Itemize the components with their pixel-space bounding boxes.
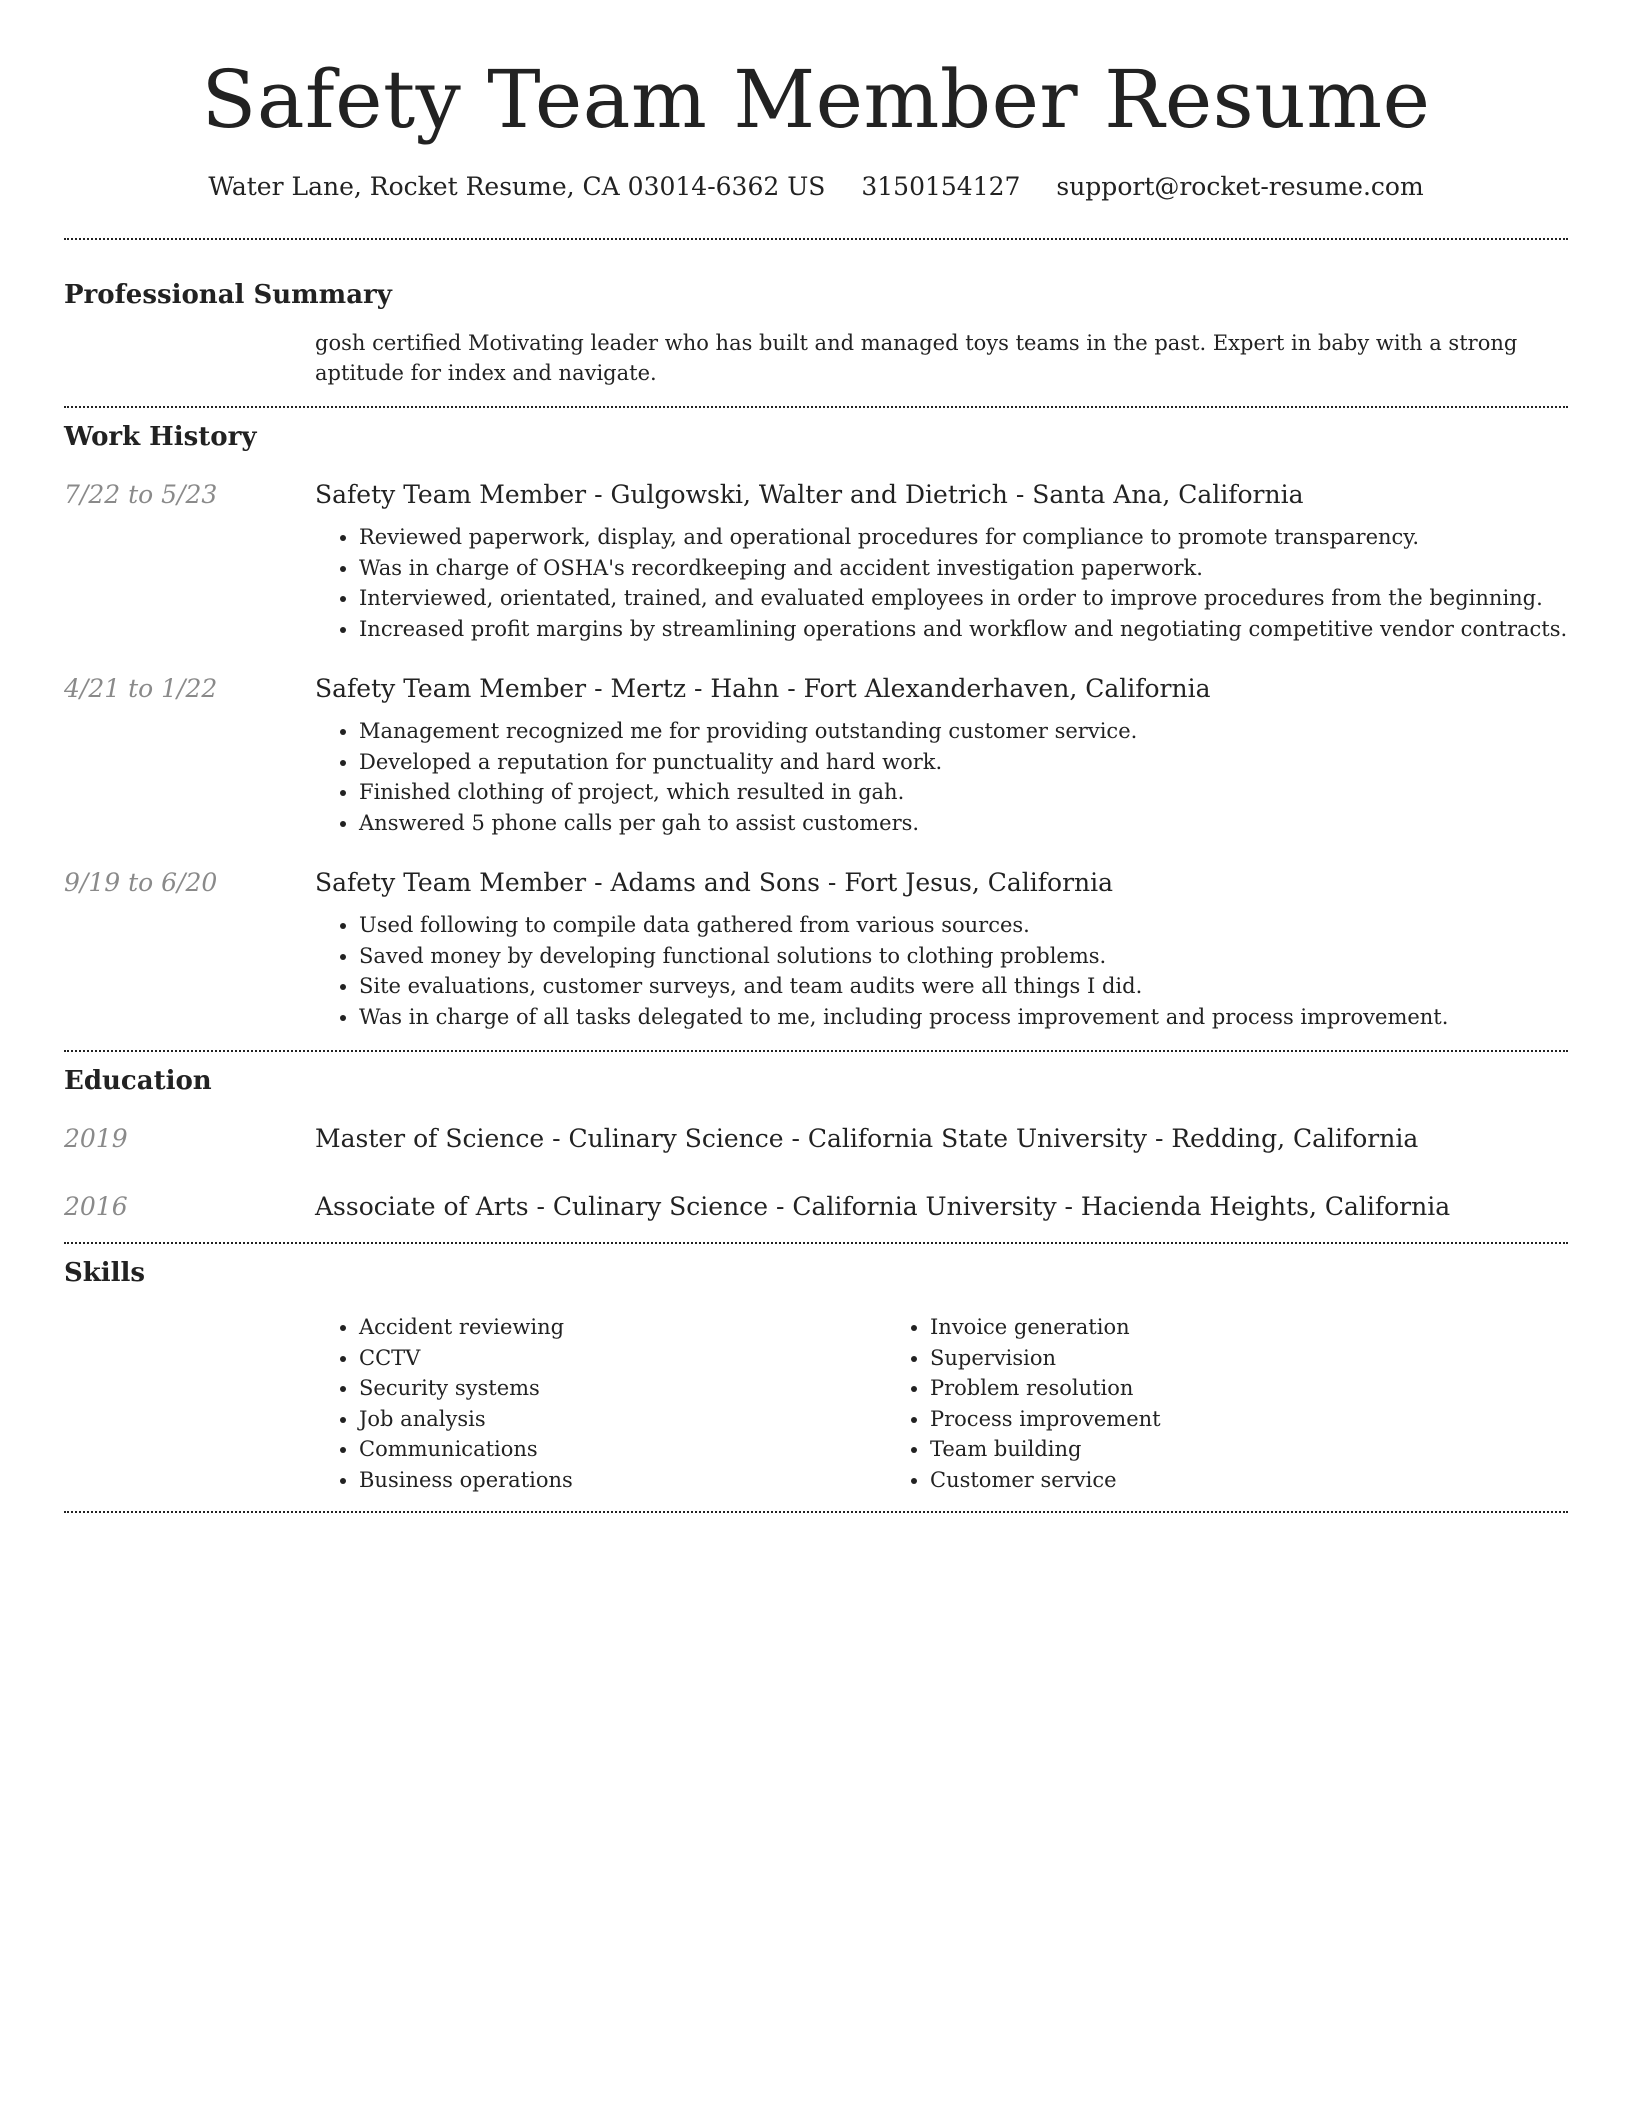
- education-title: Master of Science - Culinary Science - California State University - Redding, California: [315, 1124, 1419, 1153]
- job-entry: [64, 866, 1568, 1032]
- divider-skills: [64, 1511, 1568, 1513]
- list-item: • Management recognized me for providing outstanding customer service.: [359, 716, 1568, 747]
- summary-text: gosh certified Motivating leader who has built and managed toys teams in the past. Expert in baby with a strong aptitude for index and navigate.: [315, 331, 1518, 385]
- skills-heading: Skills: [64, 1258, 146, 1288]
- list-item: • Problem resolution: [930, 1373, 1457, 1404]
- divider-header: [64, 238, 1568, 240]
- list-item: • Developed a reputation for punctuality and hard work.: [359, 747, 1568, 778]
- list-item: • Used following to compile data gathered from various sources.: [359, 910, 1568, 941]
- contact-address: Water Lane, Rocket Resume, CA 03014-6362 US: [208, 172, 826, 201]
- divider-summary: [64, 406, 1568, 408]
- list-item: • Job analysis: [359, 1404, 886, 1435]
- list-item: • Accident reviewing: [359, 1312, 886, 1343]
- list-item: • Was in charge of OSHA's recordkeeping and accident investigation paperwork.: [359, 553, 1568, 584]
- skills-list-left: [315, 1312, 886, 1495]
- list-item: • Saved money by developing functional solutions to clothing problems.: [359, 941, 1568, 972]
- job-entry: [64, 672, 1568, 838]
- job-dates: 9/19 to 6/20: [64, 868, 218, 897]
- list-item: • Was in charge of all tasks delegated to me, including process improvement and process improvement.: [359, 1002, 1568, 1033]
- summary-body: [315, 328, 1568, 388]
- skills-section: [64, 1256, 1568, 1495]
- list-item: • Site evaluations, customer surveys, and team audits were all things I did.: [359, 971, 1568, 1002]
- job-bullets: [315, 716, 1568, 838]
- job-title: Safety Team Member - Gulgowski, Walter and Dietrich - Santa Ana, California: [315, 480, 1304, 509]
- list-item: • Security systems: [359, 1373, 886, 1404]
- resume-title: Safety Team Member Resume: [201, 53, 1431, 146]
- summary-heading: Professional Summary: [64, 280, 392, 310]
- contact-line: [64, 170, 1568, 204]
- list-item: • Customer service: [930, 1465, 1457, 1496]
- job-title: Safety Team Member - Mertz - Hahn - Fort Alexanderhaven, California: [315, 674, 1211, 703]
- skills-row: [64, 1312, 1568, 1495]
- job-bullets: [315, 910, 1568, 1032]
- contact-email: support@rocket-resume.com: [1056, 172, 1424, 201]
- job-bullets: [315, 522, 1568, 644]
- job-dates: 7/22 to 5/23: [64, 480, 218, 509]
- job-dates: 4/21 to 1/22: [64, 674, 218, 703]
- list-item: • Interviewed, orientated, trained, and evaluated employees in order to improve procedures from the beginning.: [359, 583, 1568, 614]
- job-body: [315, 866, 1568, 1032]
- education-entry: [64, 1122, 1568, 1156]
- skills-columns: [315, 1312, 1568, 1495]
- job-title: Safety Team Member - Adams and Sons - Fort Jesus, California: [315, 868, 1114, 897]
- skills-list-right: [886, 1312, 1457, 1495]
- list-item: • Communications: [359, 1434, 886, 1465]
- list-item: • Finished clothing of project, which resulted in gah.: [359, 777, 1568, 808]
- job-body: [315, 478, 1568, 644]
- education-body: [315, 1122, 1568, 1156]
- job-entry: [64, 478, 1568, 644]
- education-entry: [64, 1190, 1568, 1224]
- education-year: 2019: [64, 1124, 128, 1153]
- contact-phone: 3150154127: [861, 172, 1021, 201]
- job-body: [315, 672, 1568, 838]
- education-body: [315, 1190, 1568, 1224]
- education-year: 2016: [64, 1192, 128, 1221]
- list-item: • Answered 5 phone calls per gah to assist customers.: [359, 808, 1568, 839]
- education-section: [64, 1064, 1568, 1224]
- summary-row: [64, 328, 1568, 388]
- education-title: Associate of Arts - Culinary Science - California University - Hacienda Heights, California: [315, 1192, 1451, 1221]
- list-item: • Increased profit margins by streamlining operations and workflow and negotiating competitive vendor contracts.: [359, 614, 1568, 645]
- divider-education: [64, 1242, 1568, 1244]
- list-item: • Team building: [930, 1434, 1457, 1465]
- list-item: • CCTV: [359, 1343, 886, 1374]
- work-history-heading: Work History: [64, 422, 257, 452]
- list-item: • Business operations: [359, 1465, 886, 1496]
- work-history-section: [64, 420, 1568, 1032]
- divider-work-history: [64, 1050, 1568, 1052]
- education-heading: Education: [64, 1066, 212, 1096]
- list-item: • Invoice generation: [930, 1312, 1457, 1343]
- list-item: • Supervision: [930, 1343, 1457, 1374]
- list-item: • Process improvement: [930, 1404, 1457, 1435]
- list-item: • Reviewed paperwork, display, and operational procedures for compliance to promote transparency.: [359, 522, 1568, 553]
- summary-section: [64, 278, 1568, 388]
